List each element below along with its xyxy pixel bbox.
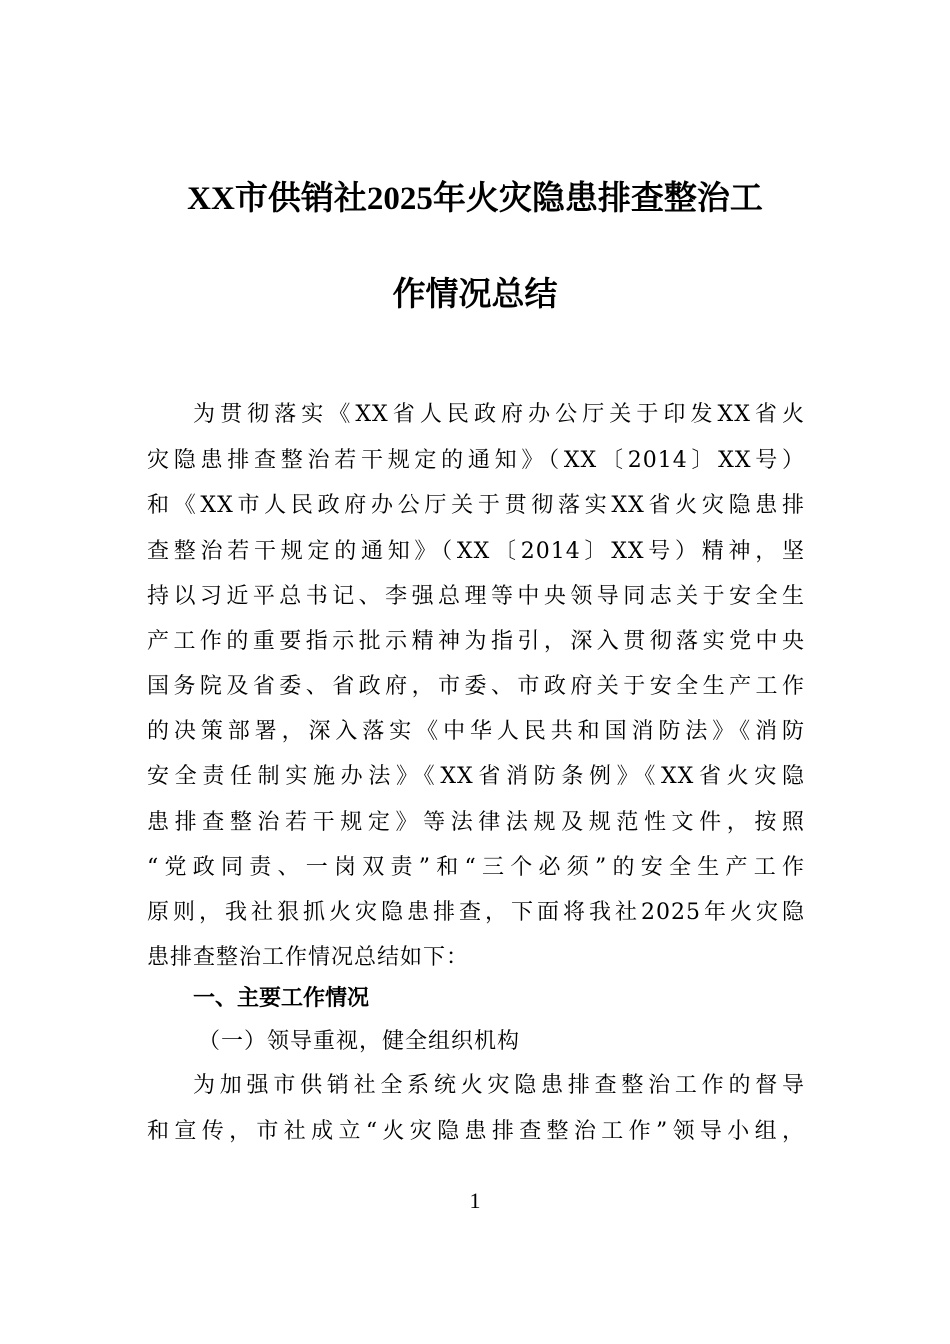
section-heading: 一、主要工作情况 [193, 986, 370, 1011]
paragraph-line: 产工作的重要指示批示精神为指引，深入贯彻落实党中央 [147, 629, 805, 654]
paragraph-line: 和宣传，市社成立“火灾隐患排查整治工作”领导小组， [147, 1119, 805, 1144]
paragraph-line: 为贯彻落实《XX省人民政府办公厅关于印发XX省火 [193, 402, 805, 427]
section-subheading: （一）领导重视，健全组织机构 [198, 1029, 521, 1054]
paragraph-line: 持以习近平总书记、李强总理等中央领导同志关于安全生 [147, 584, 805, 609]
paragraph-line: 患排查整治工作情况总结如下： [147, 945, 470, 970]
document-title-line-2: 作情况总结 [392, 277, 558, 313]
paragraph-line: 为加强市供销社全系统火灾隐患排查整治工作的督导 [193, 1073, 805, 1098]
paragraph-line: 患排查整治若干规定》等法律法规及规范性文件，按照 [147, 810, 805, 835]
page-number: 1 [469, 1188, 481, 1213]
paragraph-line: 国务院及省委、省政府，市委、市政府关于安全生产工作 [147, 674, 805, 699]
paragraph-line: 安全责任制实施办法》《XX省消防条例》《XX省火灾隐 [147, 764, 805, 789]
document-title-line-1: XX市供销社2025年火灾隐患排查整治工 [187, 181, 763, 217]
paragraph-line: “党政同责、一岗双责”和“三个必须”的安全生产工作 [147, 855, 805, 880]
paragraph-line: 查整治若干规定的通知》（XX〔2014〕XX号）精神，坚 [147, 539, 805, 564]
paragraph-line: 的决策部署，深入落实《中华人民共和国消防法》《消防 [147, 719, 805, 744]
paragraph-line: 和《XX市人民政府办公厅关于贯彻落实XX省火灾隐患排 [147, 493, 805, 518]
paragraph-line: 灾隐患排查整治若干规定的通知》（XX〔2014〕XX号） [147, 448, 805, 473]
paragraph-line: 原则，我社狠抓火灾隐患排查，下面将我社2025年火灾隐 [147, 900, 805, 925]
